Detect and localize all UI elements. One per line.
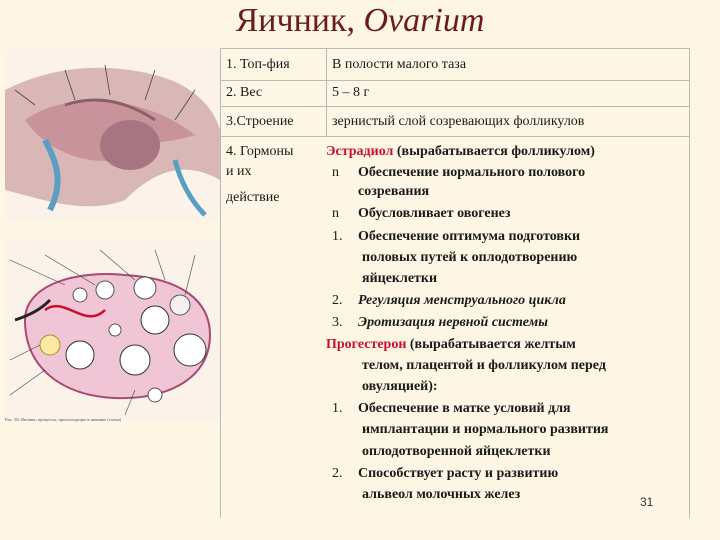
row-label-hormones: действие <box>226 190 280 205</box>
list-item-text: Эротизация нервной системы <box>358 315 548 330</box>
list-item-continuation: половых путей к оплодотворению <box>362 250 578 265</box>
list-marker: 3. <box>332 315 343 330</box>
figure-caption: Рис. 58. Яичник, процессы, происходящие в яичнике (схема) <box>5 417 122 422</box>
progesterone-name: Прогестерон <box>326 337 407 352</box>
table-divider <box>220 80 690 81</box>
list-item-text: Обеспечение в матке условий для <box>358 401 571 416</box>
list-item-continuation: альвеол молочных желез <box>362 487 521 502</box>
list-item <box>332 400 571 418</box>
list-item-text: Способствует расту и развитию <box>358 466 559 481</box>
progesterone-note-line: овуляцией): <box>362 379 438 394</box>
list-item-text: Обеспечение нормального полового <box>358 165 586 180</box>
list-item-continuation: имплантации и нормального развития <box>362 422 609 437</box>
title-main: Яичник, <box>235 2 355 39</box>
list-item-continuation: оплодотворенной яйцеклетки <box>362 444 551 459</box>
row-label-weight: 2. Вес <box>226 85 263 100</box>
progesterone-note-line: телом, плацентой и фолликулом перед <box>362 358 606 373</box>
row-label-topography: 1. Топ-фия <box>226 57 290 72</box>
list-item-text: Обеспечение оптимума подготовки <box>358 229 581 244</box>
table-border <box>689 48 690 518</box>
list-item <box>332 292 566 310</box>
list-item <box>332 205 511 223</box>
row-value-topography: В полости малого таза <box>332 57 467 72</box>
table-column-divider <box>326 48 327 136</box>
list-item <box>332 228 580 246</box>
estradiol-heading <box>326 143 595 161</box>
list-item-text: Регуляция менструального цикла <box>358 293 566 308</box>
row-label-hormones: и их <box>226 164 252 179</box>
page-number: 31 <box>640 495 654 509</box>
table-border <box>220 48 221 518</box>
row-value-structure: зернистый слой созревающих фолликулов <box>332 114 585 129</box>
table-divider <box>220 106 690 107</box>
ovary-anatomy-figure <box>5 50 220 220</box>
list-item <box>332 164 585 182</box>
table-divider <box>220 136 690 137</box>
estradiol-note: (вырабатывается фолликулом) <box>393 144 595 159</box>
list-marker: 2. <box>332 466 343 481</box>
list-marker: 1. <box>332 229 343 244</box>
page-title <box>0 2 720 40</box>
list-marker: n <box>332 206 339 221</box>
list-item-continuation: созревания <box>358 184 430 199</box>
row-label-hormones: 4. Гормоны <box>226 144 294 159</box>
list-marker: 1. <box>332 401 343 416</box>
ovary-cycle-scheme <box>5 240 220 420</box>
list-marker: 2. <box>332 293 343 308</box>
progesterone-heading <box>326 336 576 354</box>
row-value-weight: 5 – 8 г <box>332 85 370 100</box>
title-latin: Ovarium <box>363 2 485 39</box>
list-item-continuation: яйцеклетки <box>362 271 438 286</box>
list-item <box>332 465 558 483</box>
table-border <box>220 48 690 49</box>
progesterone-note: (вырабатывается желтым <box>406 337 576 352</box>
row-label-structure: 3.Строение <box>226 114 294 129</box>
ovary-table <box>220 48 690 518</box>
list-item-text: Обусловливает овогенез <box>358 206 511 221</box>
estradiol-name: Эстрадиол <box>326 144 394 159</box>
list-marker: n <box>332 165 339 180</box>
list-item <box>332 314 548 332</box>
